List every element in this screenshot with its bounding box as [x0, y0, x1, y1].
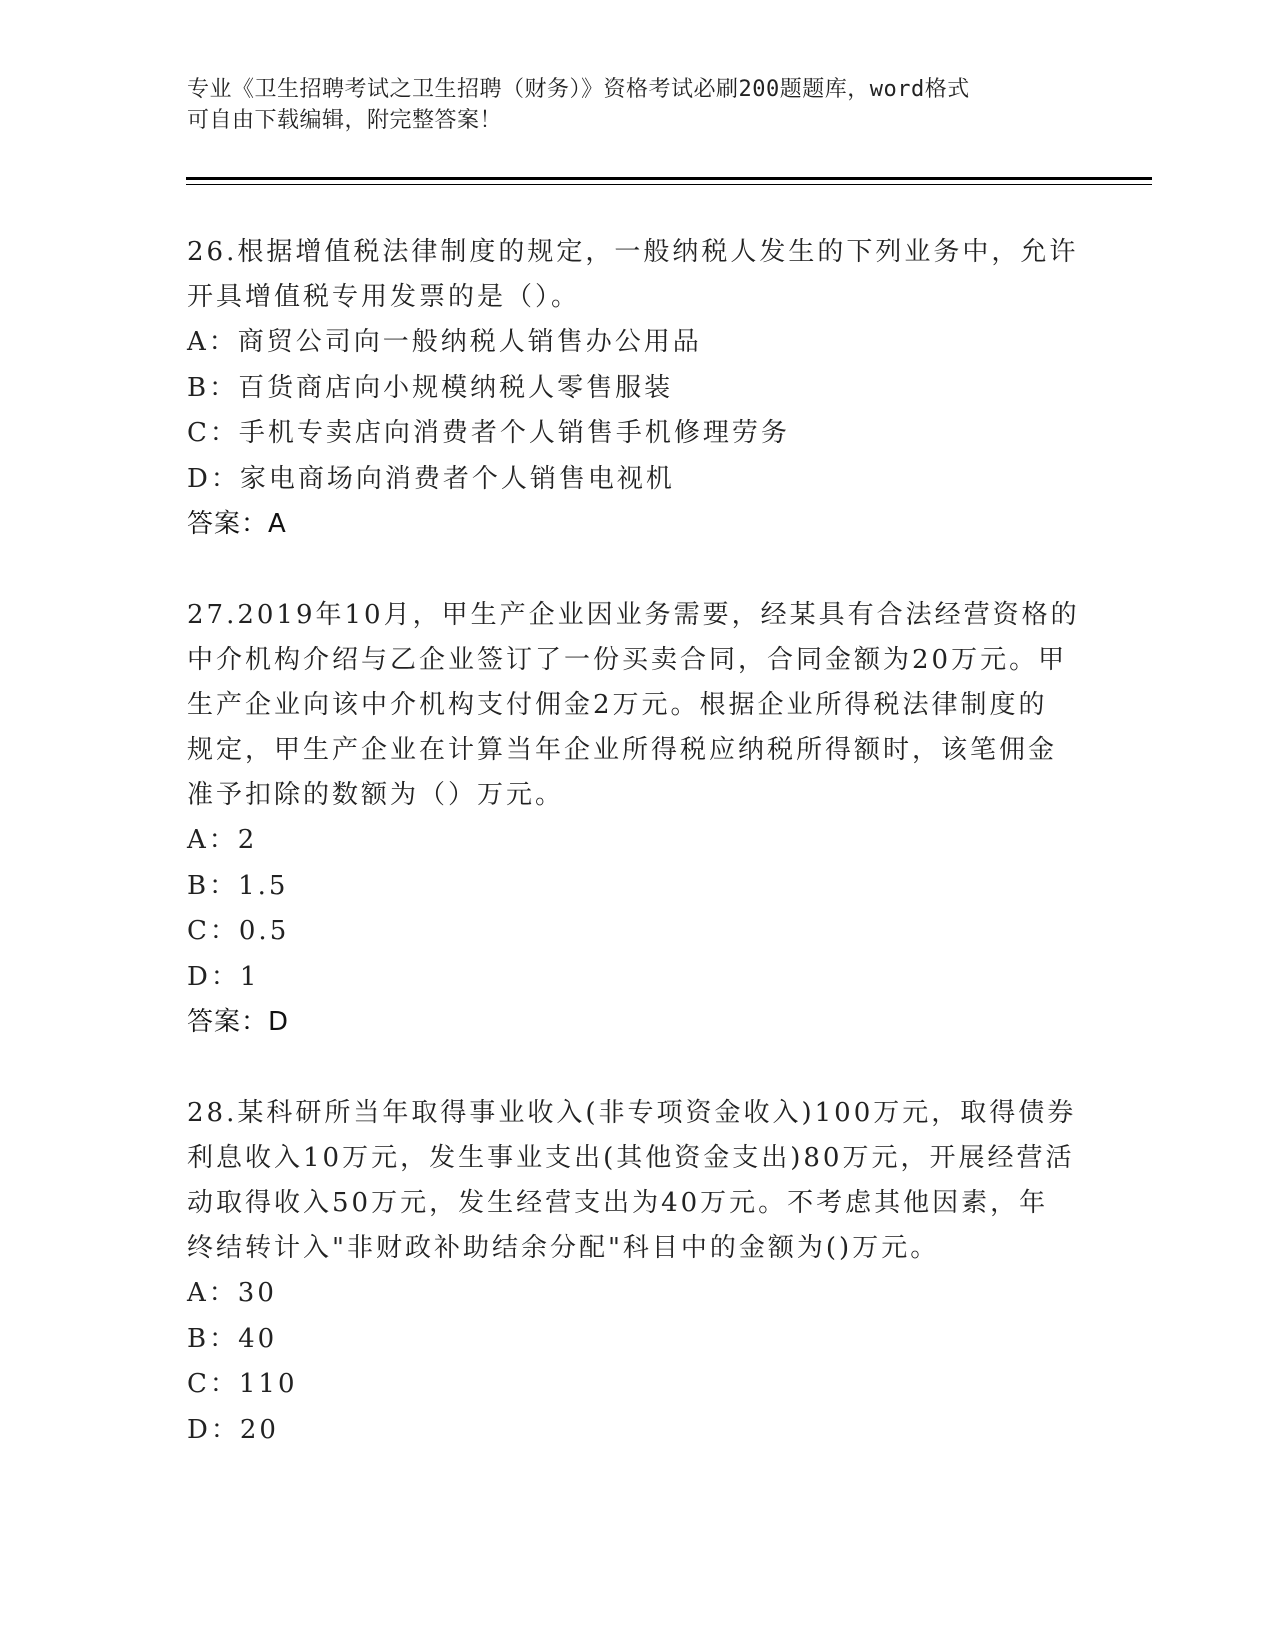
question-text-line: 开具增值税专用发票的是（）。: [187, 282, 581, 312]
header-divider-thin: [186, 184, 1152, 185]
question-text-line: 27.2019年10月，甲生产企业因业务需要，经某具有合法经营资格的: [187, 600, 1080, 630]
question-text-line: 利息收入10万元，发生事业支出(其他资金支出)80万元，开展经营活: [187, 1143, 1075, 1173]
option-a: A：2: [187, 825, 258, 855]
option-b: B：40: [187, 1323, 278, 1354]
answer: 答案：D: [187, 1007, 290, 1037]
option-b: B：百货商店向小规模纳税人零售服装: [187, 372, 674, 403]
header-line-1: 专业《卫生招聘考试之卫生招聘（财务）》资格考试必刷200题题库，word格式: [187, 77, 970, 102]
question-26: [187, 230, 1087, 547]
option-d: D：1: [187, 961, 260, 992]
question-text-line: 26.根据增值税法律制度的规定，一般纳税人发生的下列业务中，允许: [187, 237, 1079, 267]
option-c: C：0.5: [187, 916, 290, 946]
question-28: [187, 1091, 1087, 1453]
option-a: A：商贸公司向一般纳税人销售办公用品: [187, 327, 702, 357]
option-c: C：110: [187, 1369, 298, 1399]
question-spacer: [187, 1045, 1087, 1091]
option-a: A：30: [187, 1278, 277, 1308]
option-d: D：20: [187, 1414, 279, 1445]
question-27: [187, 593, 1087, 1045]
question-list: [187, 230, 1087, 1453]
question-text-line: 中介机构介绍与乙企业签订了一份买卖合同，合同金额为20万元。甲: [187, 645, 1068, 675]
question-spacer: [187, 547, 1087, 593]
question-text-line: 28.某科研所当年取得事业收入(非专项资金收入)100万元，取得债券: [187, 1098, 1077, 1128]
option-d: D：家电商场向消费者个人销售电视机: [187, 463, 675, 494]
question-text-line: 生产企业向该中介机构支付佣金2万元。根据企业所得税法律制度的: [187, 690, 1048, 720]
question-text-line: 规定，甲生产企业在计算当年企业所得税应纳税所得额时，该笔佣金: [187, 735, 1058, 765]
question-text-line: 终结转计入"非财政补助结余分配"科目中的金额为()万元。: [187, 1233, 940, 1263]
option-c: C：手机专卖店向消费者个人销售手机修理劳务: [187, 418, 790, 448]
page-header: [187, 74, 1067, 136]
header-line-2: 可自由下载编辑，附完整答案！: [187, 108, 503, 133]
question-text-line: 动取得收入50万元，发生经营支出为40万元。不考虑其他因素，年: [187, 1188, 1049, 1218]
question-text-line: 准予扣除的数额为（）万元。: [187, 780, 565, 810]
option-b: B：1.5: [187, 870, 289, 901]
answer: 答案：A: [187, 509, 287, 539]
header-divider-thick: [186, 177, 1152, 180]
